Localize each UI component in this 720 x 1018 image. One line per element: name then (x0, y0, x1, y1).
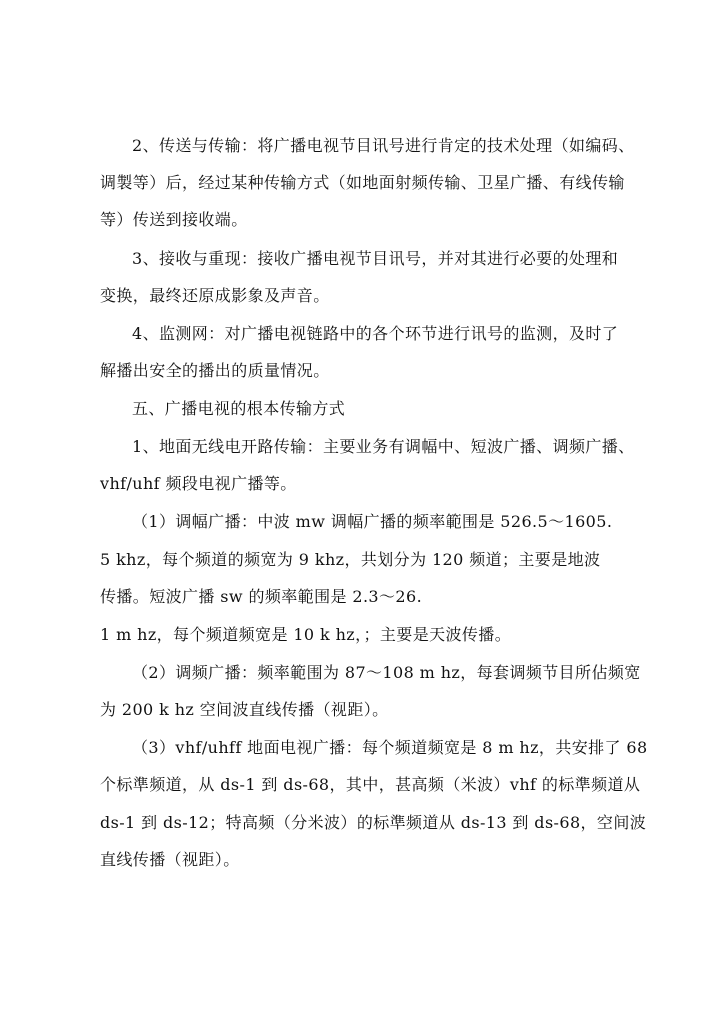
para-terrestrial-line-2: vhf/uhf 频段电视广播等。 (100, 474, 297, 493)
para-fm-line-1: （2）调频广播：频率範围为 87～108 m hz，每套调频节目所佔频宽 (132, 663, 641, 682)
para-monitoring-line-1: 4、监测网：对广播电视链路中的各个环节进行讯号的监测，及时了 (132, 324, 619, 343)
para-am-line-2: 5 khz，每个频道的频宽为 9 khz，共划分为 120 频道；主要是地波 (100, 550, 601, 569)
section-heading: 五、广播电视的根本传输方式 (132, 399, 346, 418)
para-am-line-1: （1）调幅广播：中波 mw 调幅广播的频率範围是 526.5～1605. (132, 512, 613, 531)
para-transmission-line-1: 2、传送与传输：将广播电视节目讯号进行肯定的技术处理（如编码、 (132, 136, 635, 155)
para-fm-line-2: 为 200 k hz 空间波直线传播（视距）。 (100, 700, 389, 719)
para-tv-line-4: 直线传播（视距）。 (100, 850, 240, 869)
para-tv-line-1: （3）vhf/uhff 地面电视广播：每个频道频宽是 8 m hz，共安排了 68 (132, 738, 648, 757)
para-transmission-line-3: 等）传送到接收端。 (100, 210, 248, 229)
para-terrestrial-line-1: 1、地面无线电开路传输：主要业务有调幅中、短波广播、调频广播、 (132, 437, 635, 456)
para-am-line-3: 传播。短波广播 sw 的频率範围是 2.3～26. (100, 587, 423, 606)
para-monitoring-line-2: 解播出安全的播出的质量情况。 (100, 361, 330, 380)
para-reception-line-1: 3、接收与重现：接收广播电视节目讯号，并对其进行必要的处理和 (132, 249, 619, 268)
para-transmission-line-2: 调製等）后，经过某种传输方式（如地面射频传输、卫星广播、有线传输 (100, 173, 625, 192)
para-am-line-4: 1 m hz，每个频道频宽是 10 k hz，；主要是天波传播。 (100, 625, 512, 644)
para-tv-line-3: ds-1 到 ds-12；特高频（分米波）的标準频道从 ds-13 到 ds-68，空间波 (100, 813, 647, 832)
para-reception-line-2: 变换，最终还原成影象及声音。 (100, 286, 330, 305)
para-tv-line-2: 个标準频道，从 ds-1 到 ds-68，其中，甚高频（米波）vhf 的标準频道从 (100, 775, 641, 794)
